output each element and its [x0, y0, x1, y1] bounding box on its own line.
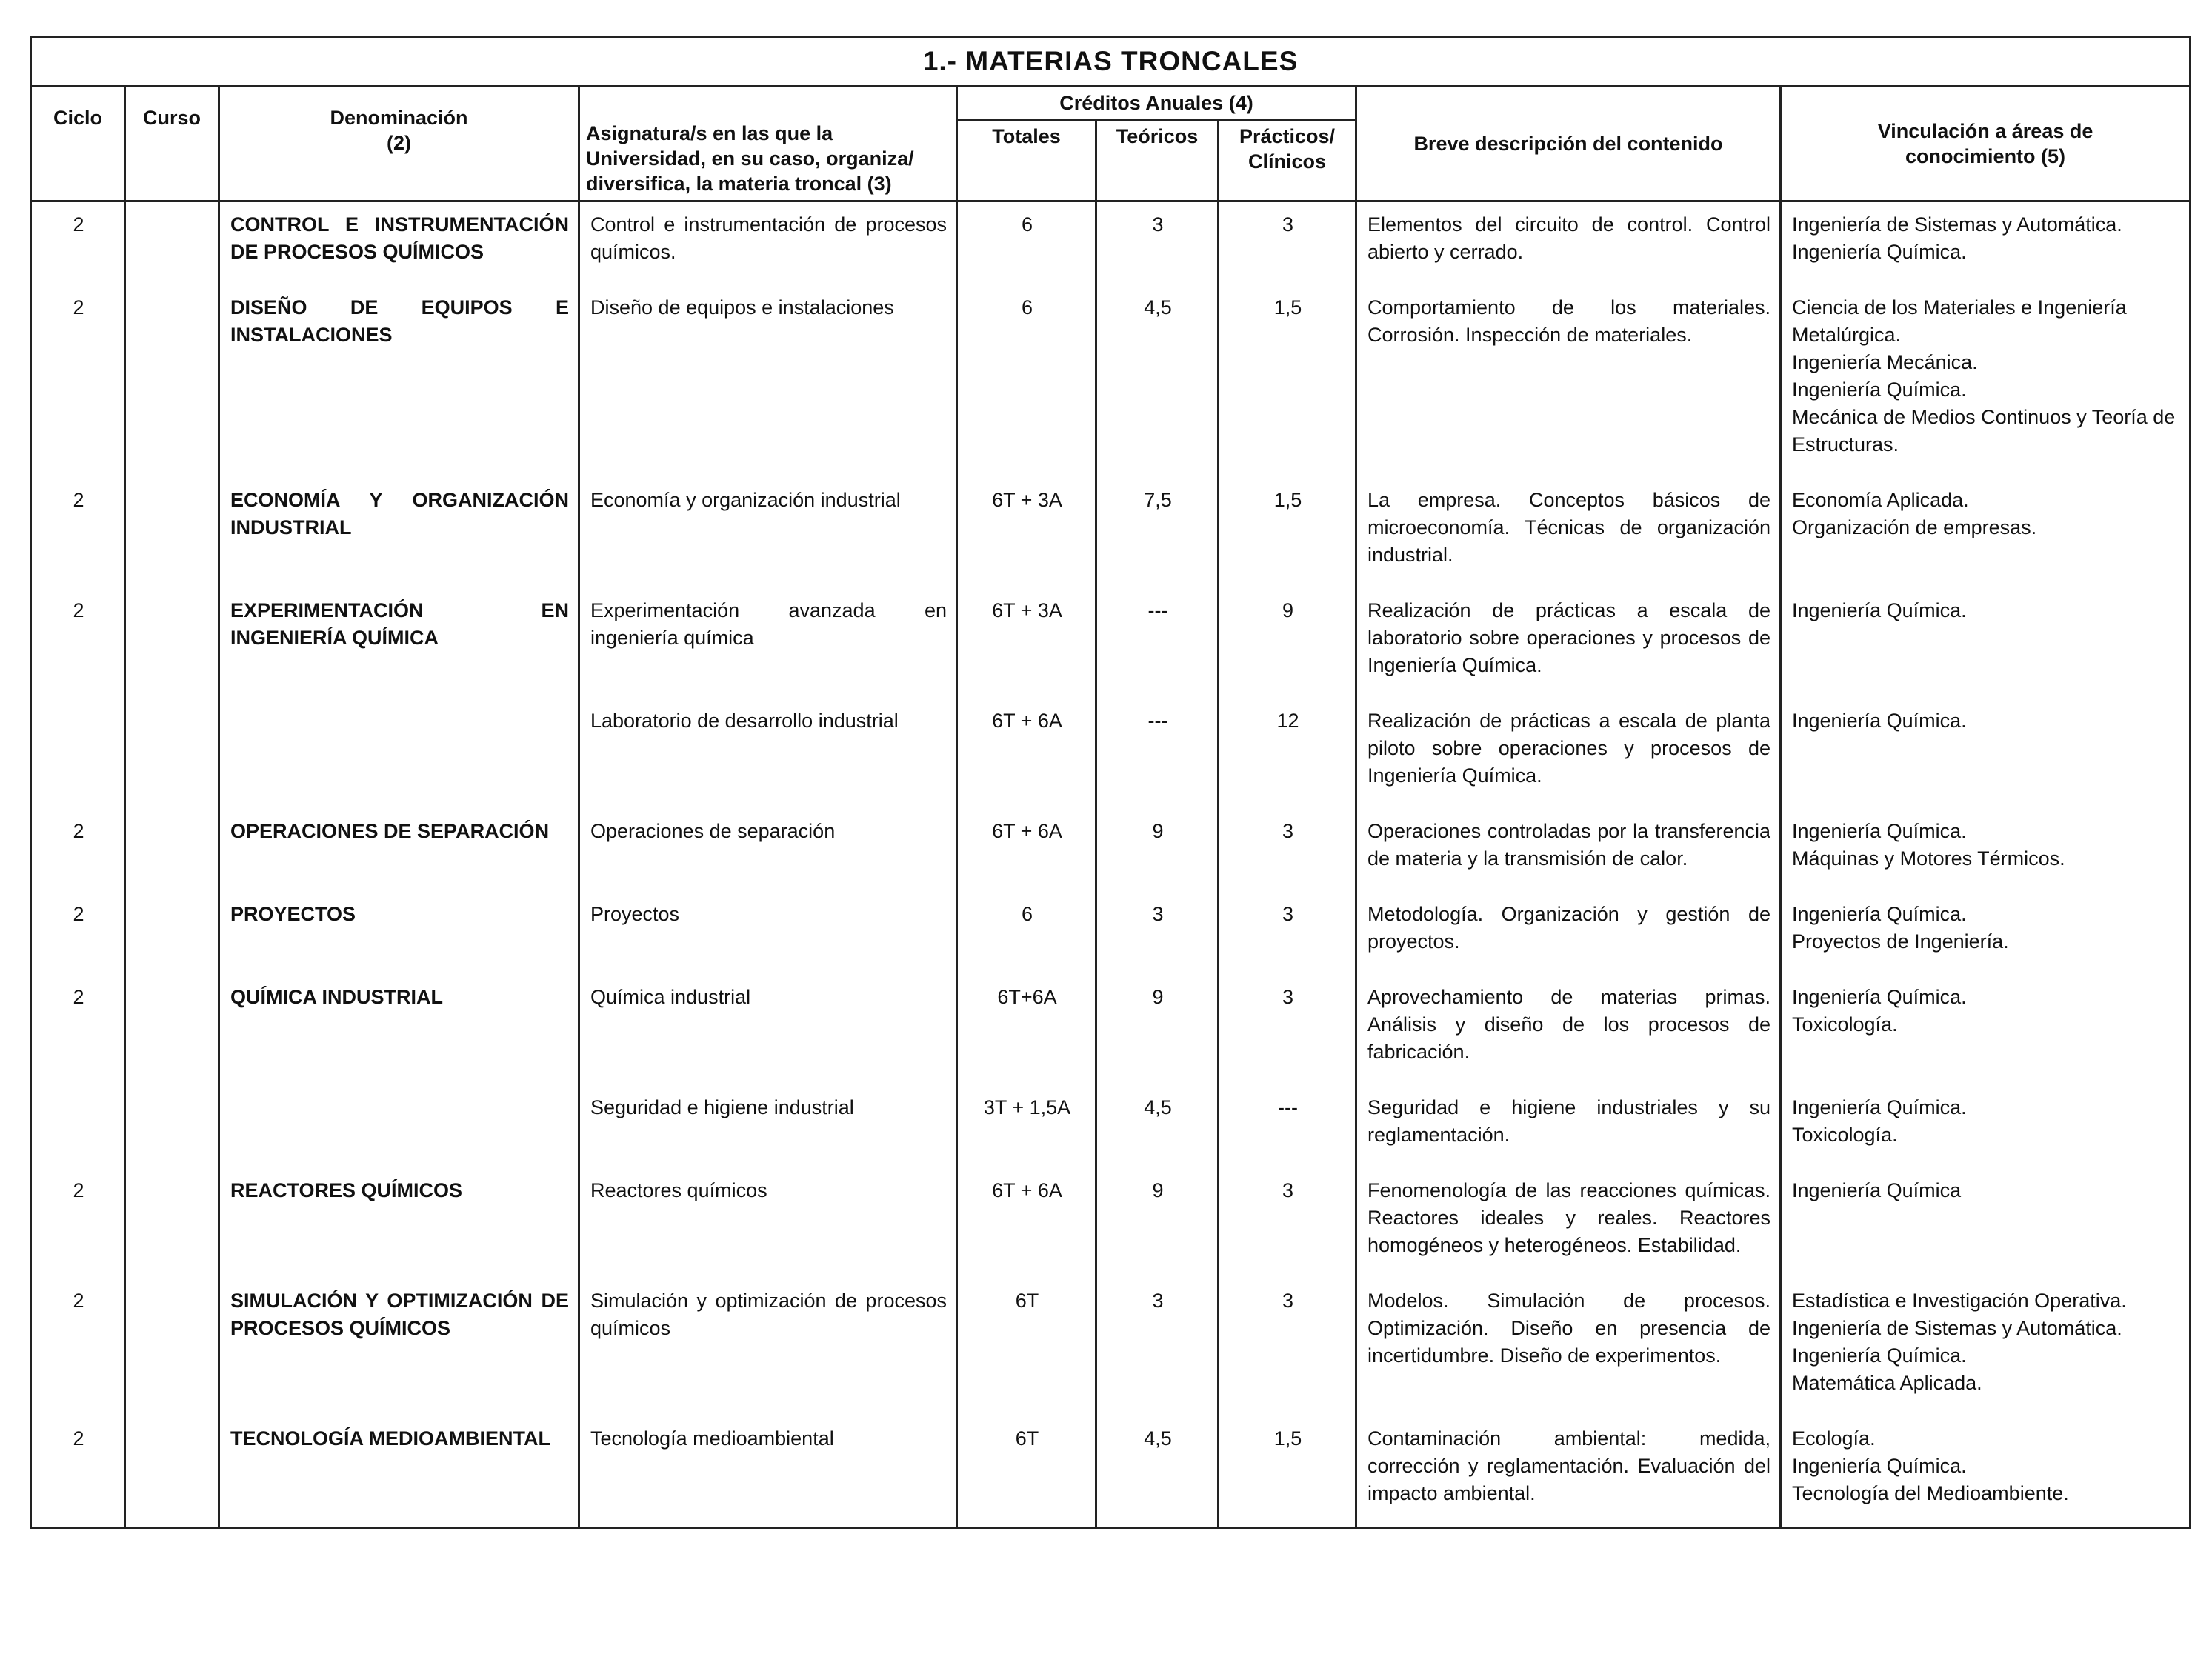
- table-row: [31, 478, 2191, 588]
- cell-teoricos: 3: [1096, 892, 1219, 975]
- cell-totales: 6T + 6A: [957, 809, 1096, 892]
- cell-areas: [1781, 478, 2191, 588]
- area-item: Ingeniería de Sistemas y Automática.: [1792, 1317, 2122, 1339]
- cell-ciclo: 2: [31, 1278, 125, 1416]
- cell-totales: 6T + 6A: [957, 1168, 1096, 1278]
- area-item: Ingeniería Química.: [1792, 820, 1967, 842]
- cell-areas: [1781, 1168, 2191, 1278]
- cell-curso: [125, 892, 219, 975]
- table-row: [31, 698, 2191, 809]
- cell-areas: [1781, 1085, 2191, 1168]
- cell-asignatura: Operaciones de separación: [579, 809, 957, 892]
- cell-descripcion: Realización de prácticas a escala de planta piloto sobre operaciones y procesos de Ingeniería Química.: [1356, 698, 1781, 809]
- area-item: Ciencia de los Materiales e Ingeniería Metalúrgica.: [1792, 296, 2127, 346]
- header-curso: Curso: [125, 87, 219, 201]
- cell-teoricos: 3: [1096, 201, 1219, 286]
- cell-ciclo: [31, 1085, 125, 1168]
- cell-areas: [1781, 892, 2191, 975]
- header-asignaturas: Asignatura/s en las que la Universidad, en su caso, organiza/ diversifica, la materia troncal (3): [579, 87, 957, 201]
- materias-troncales-sheet: [30, 36, 2189, 1529]
- cell-teoricos: ---: [1096, 698, 1219, 809]
- cell-asignatura: Simulación y optimización de procesos químicos: [579, 1278, 957, 1416]
- table-row: [31, 285, 2191, 478]
- cell-curso: [125, 809, 219, 892]
- area-item: Ingeniería Química.: [1792, 903, 1967, 925]
- cell-practicos: 1,5: [1219, 478, 1356, 588]
- cell-curso: [125, 201, 219, 286]
- cell-descripcion: La empresa. Conceptos básicos de microeconomía. Técnicas de organización industrial.: [1356, 478, 1781, 588]
- cell-practicos: 9: [1219, 588, 1356, 698]
- area-item: Ingeniería Química: [1792, 1179, 1962, 1201]
- cell-curso: [125, 285, 219, 478]
- cell-descripcion: Modelos. Simulación de procesos. Optimización. Diseño en presencia de incertidumbre. Diseño de experimentos.: [1356, 1278, 1781, 1416]
- cell-teoricos: 4,5: [1096, 1416, 1219, 1528]
- header-totales: Totales: [957, 120, 1096, 201]
- cell-asignatura: Seguridad e higiene industrial: [579, 1085, 957, 1168]
- cell-asignatura: Diseño de equipos e instalaciones: [579, 285, 957, 478]
- area-item: Tecnología del Medioambiente.: [1792, 1482, 2069, 1504]
- cell-teoricos: 9: [1096, 809, 1219, 892]
- table-row: [31, 892, 2191, 975]
- cell-practicos: ---: [1219, 1085, 1356, 1168]
- cell-ciclo: 2: [31, 201, 125, 286]
- page-title: 1.- MATERIAS TRONCALES: [31, 37, 2191, 87]
- table-row: [31, 975, 2191, 1085]
- cell-ciclo: 2: [31, 809, 125, 892]
- cell-denominacion: ECONOMÍA Y ORGANIZACIÓN INDUSTRIAL: [219, 478, 579, 588]
- cell-descripcion: Elementos del circuito de control. Control abierto y cerrado.: [1356, 201, 1781, 286]
- cell-denominacion: CONTROL E INSTRUMENTACIÓN DE PROCESOS QUÍMICOS: [219, 201, 579, 286]
- cell-ciclo: 2: [31, 975, 125, 1085]
- cell-curso: [125, 588, 219, 698]
- cell-areas: [1781, 809, 2191, 892]
- cell-practicos: 12: [1219, 698, 1356, 809]
- cell-areas: [1781, 201, 2191, 286]
- header-denominacion: [219, 87, 579, 201]
- cell-practicos: 3: [1219, 809, 1356, 892]
- header-descripcion: Breve descripción del contenido: [1356, 87, 1781, 201]
- cell-ciclo: 2: [31, 478, 125, 588]
- cell-curso: [125, 1416, 219, 1528]
- cell-curso: [125, 1278, 219, 1416]
- table-body: [31, 201, 2191, 1528]
- cell-totales: 6T+6A: [957, 975, 1096, 1085]
- area-item: Mecánica de Medios Continuos y Teoría de Estructuras.: [1792, 406, 2176, 456]
- area-item: Ingeniería Química.: [1792, 1344, 1967, 1367]
- cell-descripcion: Fenomenología de las reacciones químicas. Reactores ideales y reales. Reactores homogéneos y heterogéneos. Estabilidad.: [1356, 1168, 1781, 1278]
- cell-practicos: 3: [1219, 975, 1356, 1085]
- area-item: Máquinas y Motores Térmicos.: [1792, 847, 2065, 870]
- cell-descripcion: Seguridad e higiene industriales y su reglamentación.: [1356, 1085, 1781, 1168]
- table-row: [31, 1416, 2191, 1528]
- cell-totales: 6: [957, 892, 1096, 975]
- cell-denominacion: DISEÑO DE EQUIPOS E INSTALACIONES: [219, 285, 579, 478]
- table-row: [31, 1085, 2191, 1168]
- cell-areas: [1781, 588, 2191, 698]
- area-item: Matemática Aplicada.: [1792, 1372, 1982, 1394]
- cell-curso: [125, 698, 219, 809]
- cell-practicos: 1,5: [1219, 1416, 1356, 1528]
- cell-areas: [1781, 1278, 2191, 1416]
- table-row: [31, 201, 2191, 286]
- cell-teoricos: 4,5: [1096, 285, 1219, 478]
- materias-table: [30, 36, 2191, 1529]
- cell-asignatura: Reactores químicos: [579, 1168, 957, 1278]
- header-ciclo: Ciclo: [31, 87, 125, 201]
- cell-practicos: 3: [1219, 892, 1356, 975]
- header-practicos: Prácticos/ Clínicos: [1219, 120, 1356, 201]
- area-item: Ingeniería Química.: [1792, 710, 1967, 732]
- area-item: Toxicología.: [1792, 1124, 1898, 1146]
- area-item: Proyectos de Ingeniería.: [1792, 930, 2009, 953]
- cell-descripcion: Operaciones controladas por la transferencia de materia y la transmisión de calor.: [1356, 809, 1781, 892]
- header-creditos: Créditos Anuales (4): [957, 87, 1356, 120]
- cell-totales: 6: [957, 285, 1096, 478]
- cell-totales: 6T: [957, 1416, 1096, 1528]
- cell-ciclo: 2: [31, 1416, 125, 1528]
- header-denominacion-note: (2): [387, 132, 411, 154]
- cell-totales: 3T + 1,5A: [957, 1085, 1096, 1168]
- area-item: Ingeniería Química.: [1792, 1096, 1967, 1118]
- cell-asignatura: Química industrial: [579, 975, 957, 1085]
- cell-descripcion: Realización de prácticas a escala de laboratorio sobre operaciones y procesos de Ingeniería Química.: [1356, 588, 1781, 698]
- cell-curso: [125, 1168, 219, 1278]
- cell-descripcion: Aprovechamiento de materias primas. Análisis y diseño de los procesos de fabricación.: [1356, 975, 1781, 1085]
- area-item: Estadística e Investigación Operativa.: [1792, 1290, 2127, 1312]
- area-item: Economía Aplicada.: [1792, 489, 1969, 511]
- cell-denominacion: REACTORES QUÍMICOS: [219, 1168, 579, 1278]
- cell-ciclo: [31, 698, 125, 809]
- area-item: Ingeniería Química.: [1792, 379, 1967, 401]
- cell-curso: [125, 1085, 219, 1168]
- area-item: Ingeniería de Sistemas y Automática.: [1792, 213, 2122, 236]
- cell-areas: [1781, 698, 2191, 809]
- area-item: Ecología.: [1792, 1427, 1876, 1450]
- area-item: Ingeniería Química.: [1792, 986, 1967, 1008]
- area-item: Ingeniería Química.: [1792, 599, 1967, 621]
- cell-practicos: 1,5: [1219, 285, 1356, 478]
- cell-totales: 6: [957, 201, 1096, 286]
- cell-ciclo: 2: [31, 892, 125, 975]
- cell-totales: 6T + 6A: [957, 698, 1096, 809]
- cell-denominacion: TECNOLOGÍA MEDIOAMBIENTAL: [219, 1416, 579, 1528]
- cell-denominacion: OPERACIONES DE SEPARACIÓN: [219, 809, 579, 892]
- cell-denominacion: QUÍMICA INDUSTRIAL: [219, 975, 579, 1085]
- cell-descripcion: Metodología. Organización y gestión de proyectos.: [1356, 892, 1781, 975]
- header-denominacion-label: Denominación: [330, 107, 468, 129]
- table-row: [31, 809, 2191, 892]
- cell-curso: [125, 478, 219, 588]
- area-item: Toxicología.: [1792, 1013, 1898, 1036]
- cell-teoricos: 7,5: [1096, 478, 1219, 588]
- cell-totales: 6T + 3A: [957, 588, 1096, 698]
- cell-areas: [1781, 975, 2191, 1085]
- cell-asignatura: Control e instrumentación de procesos químicos.: [579, 201, 957, 286]
- header-teoricos: Teóricos: [1096, 120, 1219, 201]
- area-item: Ingeniería Mecánica.: [1792, 351, 1978, 373]
- cell-teoricos: ---: [1096, 588, 1219, 698]
- cell-descripcion: Contaminación ambiental: medida, corrección y reglamentación. Evaluación del impacto ambiental.: [1356, 1416, 1781, 1528]
- table-row: [31, 1168, 2191, 1278]
- header-vinculacion: Vinculación a áreas de conocimiento (5): [1781, 87, 2191, 201]
- cell-denominacion: [219, 698, 579, 809]
- cell-denominacion: [219, 1085, 579, 1168]
- cell-practicos: 3: [1219, 1278, 1356, 1416]
- cell-asignatura: Proyectos: [579, 892, 957, 975]
- cell-practicos: 3: [1219, 1168, 1356, 1278]
- cell-asignatura: Economía y organización industrial: [579, 478, 957, 588]
- cell-ciclo: 2: [31, 1168, 125, 1278]
- cell-asignatura: Experimentación avanzada en ingeniería química: [579, 588, 957, 698]
- cell-denominacion: SIMULACIÓN Y OPTIMIZACIÓN DE PROCESOS QUÍMICOS: [219, 1278, 579, 1416]
- cell-asignatura: Laboratorio de desarrollo industrial: [579, 698, 957, 809]
- cell-teoricos: 4,5: [1096, 1085, 1219, 1168]
- cell-totales: 6T + 3A: [957, 478, 1096, 588]
- cell-teoricos: 9: [1096, 975, 1219, 1085]
- cell-teoricos: 3: [1096, 1278, 1219, 1416]
- cell-denominacion: EXPERIMENTACIÓN EN INGENIERÍA QUÍMICA: [219, 588, 579, 698]
- cell-areas: [1781, 285, 2191, 478]
- cell-curso: [125, 975, 219, 1085]
- cell-denominacion: PROYECTOS: [219, 892, 579, 975]
- cell-ciclo: 2: [31, 285, 125, 478]
- cell-descripcion: Comportamiento de los materiales. Corrosión. Inspección de materiales.: [1356, 285, 1781, 478]
- cell-ciclo: 2: [31, 588, 125, 698]
- cell-totales: 6T: [957, 1278, 1096, 1416]
- table-row: [31, 588, 2191, 698]
- cell-areas: [1781, 1416, 2191, 1528]
- area-item: Organización de empresas.: [1792, 516, 2037, 538]
- area-item: Ingeniería Química.: [1792, 1455, 1967, 1477]
- table-row: [31, 1278, 2191, 1416]
- area-item: Ingeniería Química.: [1792, 241, 1967, 263]
- cell-asignatura: Tecnología medioambiental: [579, 1416, 957, 1528]
- cell-practicos: 3: [1219, 201, 1356, 286]
- cell-teoricos: 9: [1096, 1168, 1219, 1278]
